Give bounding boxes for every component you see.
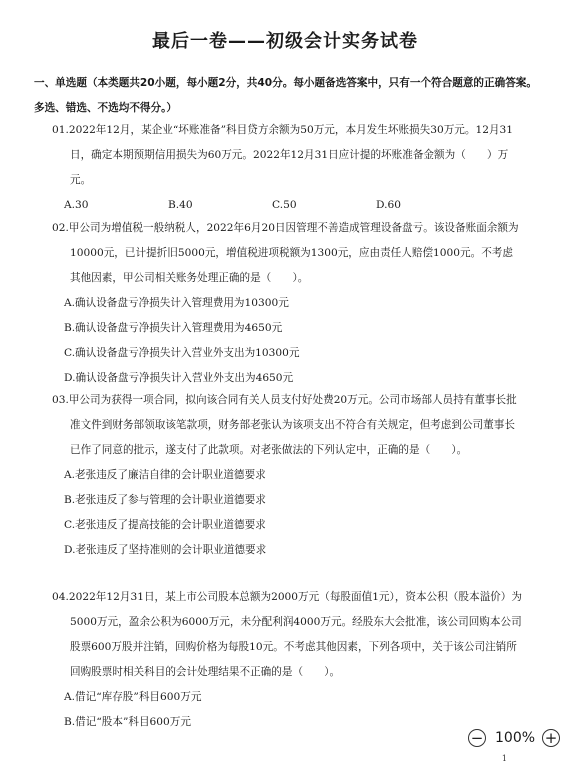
option-a: A.借记“库存股”科目600万元 [64, 691, 202, 703]
question-3 [52, 388, 522, 563]
section-header: 一、单选题（本类题共20小题，每小题2分，共40分。每小题备选答案中，只有一个符合题意的正确答案。多选、错选、不选均不得分。） [34, 77, 537, 114]
zoom-level: 100% [495, 730, 536, 746]
page-title: 最后一卷——初级会计实务试卷 [152, 31, 418, 52]
question-4 [52, 585, 522, 735]
option-b: B.老张违反了参与管理的会计职业道德要求 [64, 494, 266, 506]
question-1 [52, 118, 522, 218]
option-d: D.60 [376, 199, 401, 211]
option-a: A.30 [64, 199, 89, 211]
option-b: B.借记“股本”科目600万元 [64, 716, 191, 728]
option-c: C.老张违反了提高技能的会计职业道德要求 [64, 519, 266, 531]
plus-icon: + [544, 728, 558, 747]
zoom-out-button[interactable] [468, 729, 486, 747]
minus-icon: − [470, 728, 484, 747]
option-b: B.40 [168, 199, 193, 211]
option-c: C.确认设备盘亏净损失计入营业外支出为10300元 [64, 347, 300, 359]
question-stem: 01.2022年12月，某企业“坏账准备”科目贷方余额为50万元，本月发生坏账损失30万元。12月31日，确定本期预期信用损失为60万元。2022年12月31日应计提的坏账准备金额为（ ）万元。 [52, 124, 514, 186]
zoom-in-button[interactable] [542, 729, 560, 747]
option-d: D.确认设备盘亏净损失计入营业外支出为4650元 [64, 372, 294, 384]
zoom-control [468, 727, 560, 749]
option-a: A.老张违反了廉洁自律的会计职业道德要求 [64, 469, 266, 481]
question-stem: 02.甲公司为增值税一般纳税人，2022年6月20日因管理不善造成管理设备盘亏。该设备账面余额为10000元，已计提折旧5000元，增值税进项税额为1300元，应由责任人赔偿1000元。不考虑其他因素，甲公司相关账务处理正确的是（ ）。 [52, 222, 519, 284]
page-number: 1 [501, 754, 507, 763]
question-stem: 03.甲公司为获得一项合同，拟向该合同有关人员支付好处费20万元。公司市场部人员持有董事长批准文件到财务部领取该笔款项，财务部老张认为该项支出不符合有关规定，但考虑到公司董事长已作了同意的批示，遂支付了此款项。对老张做法的下列认定中，正确的是（ ）。 [52, 394, 517, 456]
option-a: A.确认设备盘亏净损失计入管理费用为10300元 [64, 297, 289, 309]
question-2 [52, 216, 522, 391]
option-b: B.确认设备盘亏净损失计入管理费用为4650元 [64, 322, 283, 334]
option-c: C.50 [272, 199, 297, 211]
options-row [64, 193, 522, 218]
question-stem: 04.2022年12月31日，某上市公司股本总额为2000万元（每股面值1元），资本公积（股本溢价）为5000万元，盈余公积为6000万元，未分配利润4000万元。经股东大会批准，该公司回购本公司股票600万股并注销，回购价格为每股10元。不考虑其他因素，下列各项中，关于该公司注销所回购股票时相关科目的会计处理结果不正确的是（ ）。 [52, 591, 522, 678]
option-d: D.老张违反了坚持准则的会计职业道德要求 [64, 544, 267, 556]
